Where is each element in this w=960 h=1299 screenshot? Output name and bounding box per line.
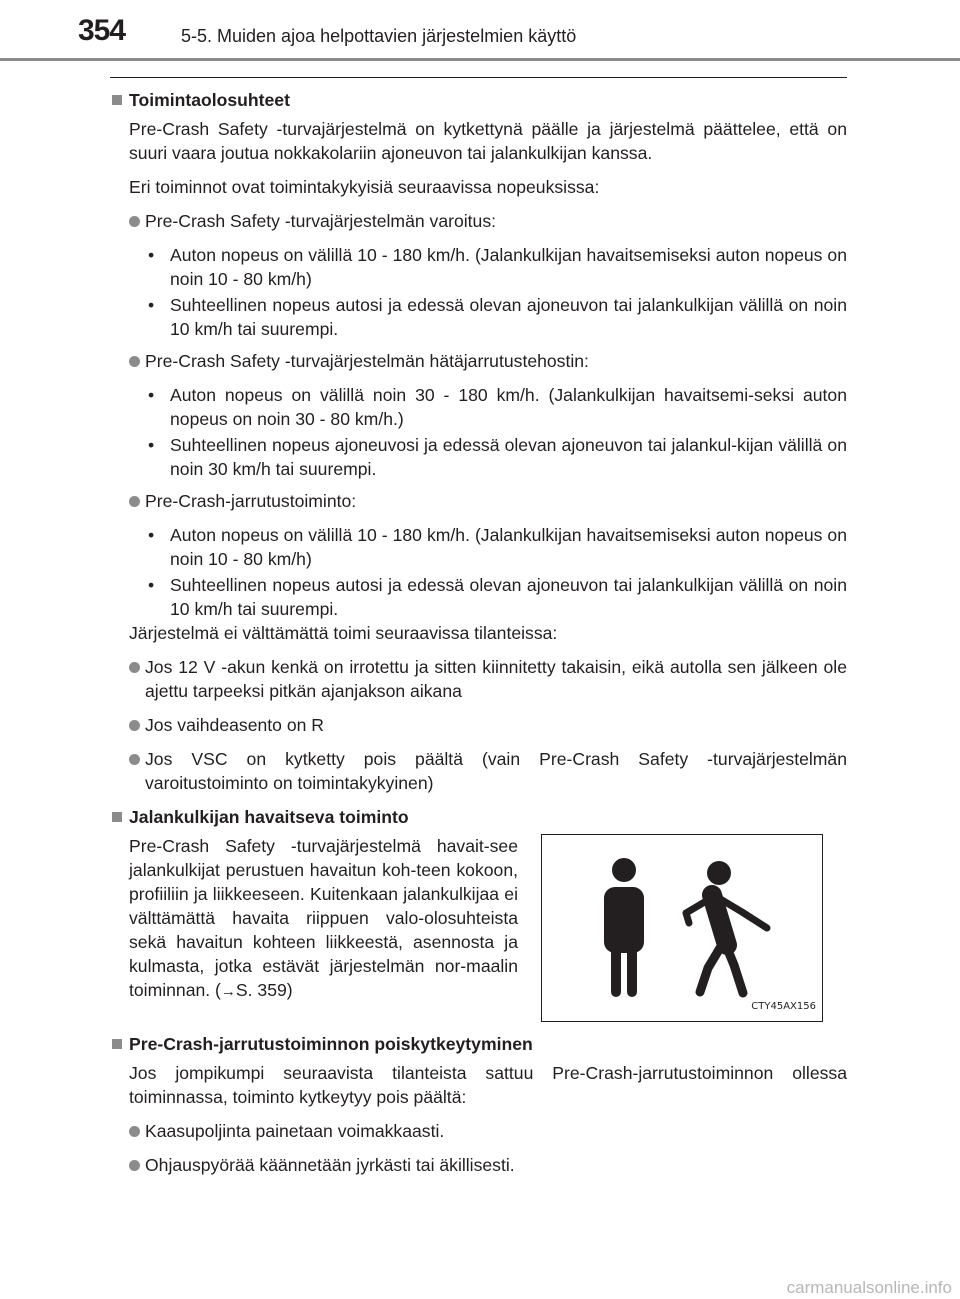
pedestrian-figure: [541, 834, 823, 1022]
list-item: Kaasupoljinta painetaan voimakkaasti.: [129, 1119, 847, 1143]
standing-person-icon: [604, 858, 644, 992]
sub-list: [148, 523, 847, 621]
section-heading-cancel: Pre-Crash-jarrutustoiminnon poiskytkeytyminen: [112, 1032, 847, 1056]
not-operate-intro: Järjestelmä ei välttämättä toimi seuraavissa tilanteissa:: [129, 623, 558, 643]
list-item: Pre-Crash-jarrutustoiminto:: [129, 489, 847, 513]
chapter-title: 5-5. Muiden ajoa helpottavien järjestelmien käyttö: [181, 26, 577, 46]
list-item: Jos 12 V -akun kenkä on irrotettu ja sitten kiinnitetty takaisin, eikä autolla sen jälkeen ole ajettu tarpeeksi pitkän ajanjakson aikana: [129, 655, 847, 703]
operating-intro: Pre-Crash Safety -turvajärjestelmä on kytkettynä päälle ja järjestelmä päättelee, että on suuri vaara joutua nokkakolariin ajoneuvon tai jalankulkijan kanssa.: [129, 119, 847, 163]
sub-list-item: • Auton nopeus on välillä noin 30 - 180 km/h. (Jalankulkijan havaitsemi-seksi auton nopeus on noin 30 - 80 km/h.): [148, 385, 847, 429]
page-number: 354: [78, 14, 126, 47]
section-rule: [110, 77, 847, 78]
circle-bullet-icon: [129, 356, 140, 367]
pedestrian-text: Pre-Crash Safety -turvajärjestelmä havait-see jalankulkijat perustuen havaitun koh-teen kokoon, profiiliin ja liikkeeseen. Kuitenkaan jalankulkijaa ei välttämättä havaita riippuen valo-olosuhteista sekä havaitun kohteen liikkeestä, asennosta ja kulmasta, jotka estävät järjestelmän nor-maalin toiminnan. (→S. 359): [129, 836, 518, 1000]
sub-list: [148, 383, 847, 481]
circle-bullet-icon: [129, 496, 140, 507]
page-content: [112, 88, 847, 1187]
watermark[interactable]: carmanualsonline.info: [786, 1278, 952, 1297]
sub-list-item: • Suhteellinen nopeus autosi ja edessä olevan ajoneuvon tai jalankulkijan välillä on noin 10 km/h tai suurempi.: [148, 575, 847, 619]
section-heading-operating: Toimintaolosuhteet: [112, 88, 847, 112]
header-rule: [0, 58, 960, 61]
sub-list-item: • Auton nopeus on välillä 10 - 180 km/h. (Jalankulkijan havaitsemiseksi auton nopeus on noin 10 - 80 km/h): [148, 525, 847, 569]
square-bullet-icon: [112, 812, 122, 822]
circle-bullet-icon: [129, 1160, 140, 1171]
section-heading-pedestrian: Jalankulkijan havaitseva toiminto: [112, 805, 847, 829]
circle-bullet-icon: [129, 754, 140, 765]
speeds-intro: Eri toiminnot ovat toimintakykyisiä seuraavissa nopeuksissa:: [129, 177, 600, 197]
circle-bullet-icon: [129, 216, 140, 227]
circle-bullet-icon: [129, 1126, 140, 1137]
list-item: Ohjauspyörää käännetään jyrkästi tai äkillisesti.: [129, 1153, 847, 1177]
circle-bullet-icon: [129, 720, 140, 731]
list-item: Pre-Crash Safety -turvajärjestelmän hätäjarrutustehostin:: [129, 349, 847, 373]
list-item: Pre-Crash Safety -turvajärjestelmän varoitus:: [129, 209, 847, 233]
sub-list-item: • Suhteellinen nopeus autosi ja edessä olevan ajoneuvon tai jalankulkijan välillä on noin 10 km/h tai suurempi.: [148, 295, 847, 339]
list-item: Jos VSC on kytketty pois päältä (vain Pre-Crash Safety -turvajärjestelmän varoitustoiminto on toimintakykyinen): [129, 747, 847, 795]
square-bullet-icon: [112, 1039, 122, 1049]
walking-person-icon: [686, 861, 767, 993]
pedestrian-illustration: [542, 835, 822, 1021]
cancel-intro: Jos jompikumpi seuraavista tilanteista sattuu Pre-Crash-jarrutustoiminnon ollessa toiminnassa, toiminto kytkeytyy pois päältä:: [129, 1063, 847, 1107]
page-reference-link[interactable]: S. 359): [235, 980, 293, 1000]
circle-bullet-icon: [129, 662, 140, 673]
arrow-right-icon: →: [220, 983, 236, 1000]
sub-list-item: • Suhteellinen nopeus ajoneuvosi ja edessä olevan ajoneuvon tai jalankul-kijan välillä on noin 30 km/h tai suurempi.: [148, 435, 847, 479]
sub-list-item: • Auton nopeus on välillä 10 - 180 km/h. (Jalankulkijan havaitsemiseksi auton nopeus on noin 10 - 80 km/h): [148, 245, 847, 289]
list-item: Jos vaihdeasento on R: [129, 713, 847, 737]
figure-code: CTY45AX156: [751, 1001, 816, 1012]
sub-list: [148, 243, 847, 341]
square-bullet-icon: [112, 95, 122, 105]
pedestrian-block: [129, 834, 847, 1022]
